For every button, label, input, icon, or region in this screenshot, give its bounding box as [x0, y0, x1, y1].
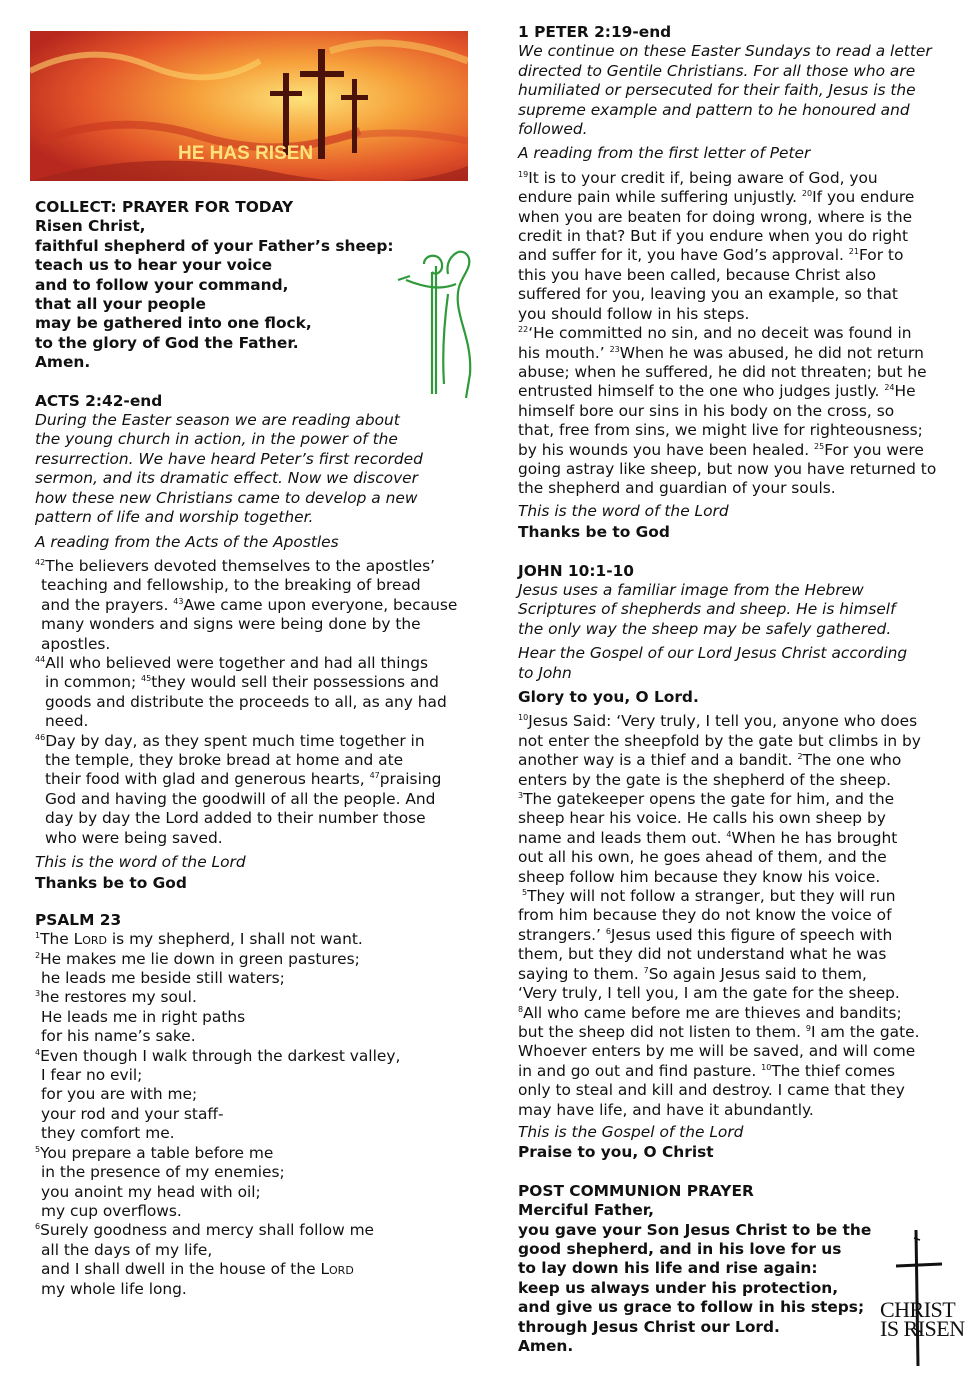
verse-text: your rod and your staff-: [41, 1104, 224, 1123]
verse-number: 45: [141, 674, 152, 684]
collect-line: to the glory of God the Father.: [35, 333, 299, 352]
verse-text: God and having the goodwill of all the people. And: [45, 789, 436, 808]
verse-text: I fear no evil;: [41, 1066, 143, 1085]
verse-text: Whoever enters by me will be saved, and will come: [518, 1042, 916, 1061]
collect-section: [35, 198, 475, 373]
collect-line: may be gathered into one flock,: [35, 314, 312, 333]
verse-text: The believers devoted themselves to the apostles’: [45, 556, 436, 575]
acts-reading-intro: A reading from the Acts of the Apostles: [35, 532, 339, 551]
verse-number: 43: [173, 596, 184, 606]
left-column: [35, 198, 475, 1299]
peter-reading-text: [518, 169, 968, 499]
verse-number: 2: [797, 752, 803, 762]
verse-number: 3: [35, 989, 41, 999]
acts-intro-line: pattern of life and worship together.: [35, 508, 314, 527]
peter-response-intro: This is the word of the Lord: [518, 501, 729, 520]
peter-intro-line: We continue on these Easter Sundays to read a letter: [518, 42, 932, 61]
verse-text: not enter the sheepfold by the gate but climbs in by: [518, 731, 921, 750]
john-reading-text: [518, 712, 968, 1120]
peter-section: [518, 23, 968, 543]
acts-intro-line: the young church in action, in the power of the: [35, 430, 398, 449]
collect-heading: COLLECT: PRAYER FOR TODAY: [35, 198, 294, 216]
verse-text: their food with glad and generous hearts,: [45, 770, 370, 789]
verse-text: they would sell their possessions and: [151, 673, 439, 692]
acts-response: Thanks be to God: [35, 874, 187, 893]
verse-text: strangers.’: [518, 925, 606, 944]
verse-number: 47: [369, 771, 380, 781]
post-communion-line: Amen.: [518, 1337, 574, 1355]
verse-number: 5: [522, 887, 528, 897]
john-gospel-intro: to John: [518, 663, 572, 682]
right-column: [518, 23, 968, 1356]
verse-number: 5: [35, 1144, 41, 1154]
acts-intro-line: sermon, and its dramatic effect. Now we discover: [35, 469, 418, 488]
verse-text: he restores my soul.: [40, 988, 197, 1007]
verse-text: suffered for you, leaving you an example, so that: [518, 285, 898, 304]
verse-text: and I shall dwell in the house of the: [41, 1260, 321, 1279]
verse-text: he leads me beside still waters;: [41, 969, 285, 988]
verse-number: 6: [35, 1222, 41, 1232]
verse-text: praising: [379, 770, 442, 789]
verse-text: For you were: [824, 440, 924, 459]
peter-heading: 1 PETER 2:19-end: [518, 23, 672, 41]
verse-number: 21: [848, 247, 859, 257]
verse-text: my cup overflows.: [41, 1201, 182, 1220]
verse-text: It is to your credit if, being aware of God, you: [528, 168, 878, 187]
post-communion-line: you gave your Son Jesus Christ to be the: [518, 1220, 872, 1239]
verse-text: So again Jesus said to them,: [648, 964, 867, 983]
john-intro-line: Jesus uses a familiar image from the Hebrew: [518, 580, 864, 599]
verse-text: only to steal and kill and destroy. I came that they: [518, 1081, 905, 1100]
verse-text: may have life, and have it abundantly.: [518, 1100, 814, 1119]
verse-number: 8: [518, 1004, 524, 1014]
verse-text: Jesus used this figure of speech with: [610, 925, 893, 944]
verse-number: 10: [761, 1062, 772, 1072]
verse-number: 23: [609, 344, 620, 354]
verse-text: When he was abused, he did not return: [619, 343, 924, 362]
banner-caption: HE HAS RISEN: [178, 143, 314, 164]
verse-text: going astray like sheep, but now you have returned to: [518, 459, 937, 478]
verse-text: for you are with me;: [41, 1085, 198, 1104]
peter-reading-intro: A reading from the first letter of Peter: [518, 144, 811, 163]
verse-text: and suffer for it, you have God’s approval.: [518, 246, 849, 265]
verse-text: the temple, they broke bread at home and ate: [45, 750, 404, 769]
verse-text: He makes me lie down in green pastures;: [40, 949, 360, 968]
post-communion-line: and give us grace to follow in his steps;: [518, 1298, 865, 1317]
logo-line-1: CHRIST: [880, 1297, 956, 1322]
verse-text: his mouth.’: [518, 343, 610, 362]
verse-text: Surely goodness and mercy shall follow me: [40, 1221, 375, 1240]
verse-number: 10: [518, 713, 529, 723]
verse-text: The: [40, 930, 74, 949]
post-communion-line: to lay down his life and rise again:: [518, 1259, 818, 1278]
acts-response-intro: This is the word of the Lord: [35, 853, 246, 871]
verse-text: apostles.: [41, 634, 111, 653]
verse-text: They will not follow a stranger, but they will run: [527, 887, 896, 906]
verse-number: 4: [726, 829, 732, 839]
john-heading: JOHN 10:1-10: [518, 561, 635, 580]
verse-text: in the presence of my enemies;: [41, 1163, 285, 1182]
acts-intro-line: During the Easter season we are reading about: [35, 411, 400, 430]
verse-text: Lord: [320, 1260, 354, 1279]
verse-text: The thief comes: [771, 1061, 896, 1080]
verse-text: All who believed were together and had all things: [45, 653, 429, 672]
peter-intro-line: followed.: [518, 120, 588, 139]
verse-text: day by day the Lord added to their number those: [45, 809, 426, 828]
banner-image: [30, 31, 468, 181]
verse-text: Even though I walk through the darkest valley,: [40, 1046, 401, 1065]
acts-section: [35, 392, 475, 894]
verse-text: by his wounds you have been healed.: [518, 440, 815, 459]
verse-text: All who came before me are thieves and bandits;: [523, 1003, 902, 1022]
psalm-heading: PSALM 23: [35, 910, 122, 929]
verse-number: 19: [518, 169, 529, 179]
psalm-section: [35, 911, 475, 1299]
acts-intro-line: resurrection. We have heard Peter’s first recorded: [35, 449, 423, 468]
post-communion-line: through Jesus Christ our Lord.: [518, 1317, 780, 1336]
verse-text: The one who: [802, 751, 902, 770]
verse-number: 1: [35, 931, 41, 941]
verse-text: Jesus Said: ‘Very truly, I tell you, anyone who does: [528, 712, 918, 731]
verse-text: ‘He committed no sin, and no deceit was found in: [528, 324, 912, 343]
verse-text: teaching and fellowship, to the breaking of bread: [41, 576, 421, 595]
post-communion-line: good shepherd, and in his love for us: [518, 1239, 842, 1258]
verse-text: Lord: [73, 930, 107, 949]
verse-text: For to: [858, 246, 904, 265]
verse-text: is my shepherd, I shall not want.: [106, 930, 363, 949]
logo-line-2: IS RISEN: [880, 1316, 965, 1341]
verse-number: 22: [518, 324, 529, 334]
verse-text: credit in that? But if you endure when you do right: [518, 227, 909, 246]
verse-text: for his name’s sake.: [41, 1027, 196, 1046]
collect-line: Risen Christ,: [35, 217, 146, 236]
verse-text: saying to them.: [518, 964, 644, 983]
verse-text: I am the gate.: [810, 1022, 920, 1041]
verse-number: 4: [35, 1047, 41, 1057]
verse-text: this you have been called, because Christ also: [518, 265, 877, 284]
verse-text: they comfort me.: [41, 1124, 175, 1143]
collect-line: that all your people: [35, 295, 206, 314]
collect-line: teach us to hear your voice: [35, 256, 273, 275]
verse-text: name and leads them out.: [518, 828, 727, 847]
john-intro-line: the only way the sheep may be safely gathered.: [518, 619, 892, 638]
post-communion-section: [518, 1182, 968, 1357]
verse-text: you should follow in his steps.: [518, 304, 750, 323]
verse-number: 46: [35, 732, 46, 742]
verse-text: from him because they do not know the voice of: [518, 906, 892, 925]
verse-text: Day by day, as they spent much time together in: [45, 731, 425, 750]
verse-text: when you are beaten for doing wrong, where is the: [518, 207, 913, 226]
peter-intro-line: directed to Gentile Christians. For all those who are: [518, 61, 916, 80]
verse-text: in common;: [45, 673, 142, 692]
acts-reading-text: [35, 557, 475, 848]
verse-text: himself bore our sins in his body on the cross, so: [518, 401, 895, 420]
verse-text: them, but they did not understand what he was: [518, 945, 887, 964]
verse-text: sheep follow him because they know his voice.: [518, 867, 881, 886]
verse-text: that, free from sins, we might live for righteousness;: [518, 421, 923, 440]
post-communion-heading: POST COMMUNION PRAYER: [518, 1181, 754, 1200]
verse-text: entrusted himself to the one who judges justly.: [518, 382, 885, 401]
verse-number: 24: [884, 383, 895, 393]
verse-text: you anoint my head with oil;: [41, 1182, 261, 1201]
verse-number: 6: [605, 926, 611, 936]
verse-text: but the sheep did not listen to them.: [518, 1022, 806, 1041]
verse-text: the shepherd and guardian of your souls.: [518, 479, 836, 498]
verse-text: out all his own, he goes ahead of them, and the: [518, 848, 887, 867]
verse-number: 3: [518, 790, 524, 800]
verse-number: 7: [643, 965, 649, 975]
verse-text: my whole life long.: [41, 1279, 187, 1298]
john-acclamation: Glory to you, O Lord.: [518, 688, 699, 706]
verse-number: 25: [814, 441, 825, 451]
collect-line: and to follow your command,: [35, 275, 289, 294]
verse-text: enters by the gate is the shepherd of the sheep.: [518, 770, 892, 789]
peter-intro-line: humiliated or persecuted for their faith, Jesus is the: [518, 81, 916, 100]
verse-text: need.: [45, 712, 89, 731]
verse-text: many wonders and signs were being done by the: [41, 615, 421, 634]
easter-crosses-illustration: [30, 31, 468, 181]
verse-number: 2: [35, 950, 41, 960]
verse-text: The gatekeeper opens the gate for him, and the: [523, 790, 895, 809]
verse-text: all the days of my life,: [41, 1240, 213, 1259]
john-gospel-intro: Hear the Gospel of our Lord Jesus Christ according: [518, 644, 908, 663]
verse-text: If you endure: [812, 188, 915, 207]
john-response: Praise to you, O Christ: [518, 1143, 714, 1162]
verse-text: ‘Very truly, I tell you, I am the gate for the sheep.: [518, 984, 900, 1003]
acts-intro-line: how these new Christians came to develop a new: [35, 488, 418, 507]
verse-number: 9: [805, 1023, 811, 1033]
collect-line: faithful shepherd of your Father’s sheep:: [35, 236, 394, 255]
verse-text: and the prayers.: [41, 595, 174, 614]
verse-text: in and go out and find pasture.: [518, 1061, 762, 1080]
john-response-intro: This is the Gospel of the Lord: [518, 1122, 744, 1141]
verse-number: 20: [801, 189, 813, 199]
verse-text: sheep hear his voice. He calls his own sheep by: [518, 809, 886, 828]
verse-text: endure pain while suffering unjustly.: [518, 188, 802, 207]
verse-text: He: [894, 382, 916, 401]
post-communion-line: keep us always under his protection,: [518, 1278, 839, 1297]
john-section: [518, 562, 968, 1163]
collect-line: Amen.: [35, 353, 91, 372]
john-intro-line: Scriptures of shepherds and sheep. He is himself: [518, 600, 896, 619]
verse-text: abuse; when he suffered, he did not threaten; but he: [518, 362, 927, 381]
peter-intro-line: supreme example and pattern to he honoured and: [518, 100, 910, 119]
verse-number: 44: [35, 654, 46, 664]
verse-text: who were being saved.: [45, 828, 223, 847]
verse-text: Awe came upon everyone, because: [183, 595, 458, 614]
verse-text: He leads me in right paths: [41, 1007, 246, 1026]
post-communion-line: Merciful Father,: [518, 1201, 654, 1220]
verse-number: 42: [35, 557, 46, 567]
peter-response: Thanks be to God: [518, 523, 670, 542]
acts-heading: ACTS 2:42-end: [35, 391, 163, 410]
verse-text: another way is a thief and a bandit.: [518, 751, 798, 770]
verse-text: You prepare a table before me: [40, 1143, 274, 1162]
verse-text: goods and distribute the proceeds to all, as any had: [45, 692, 447, 711]
verse-text: When he has brought: [731, 828, 898, 847]
